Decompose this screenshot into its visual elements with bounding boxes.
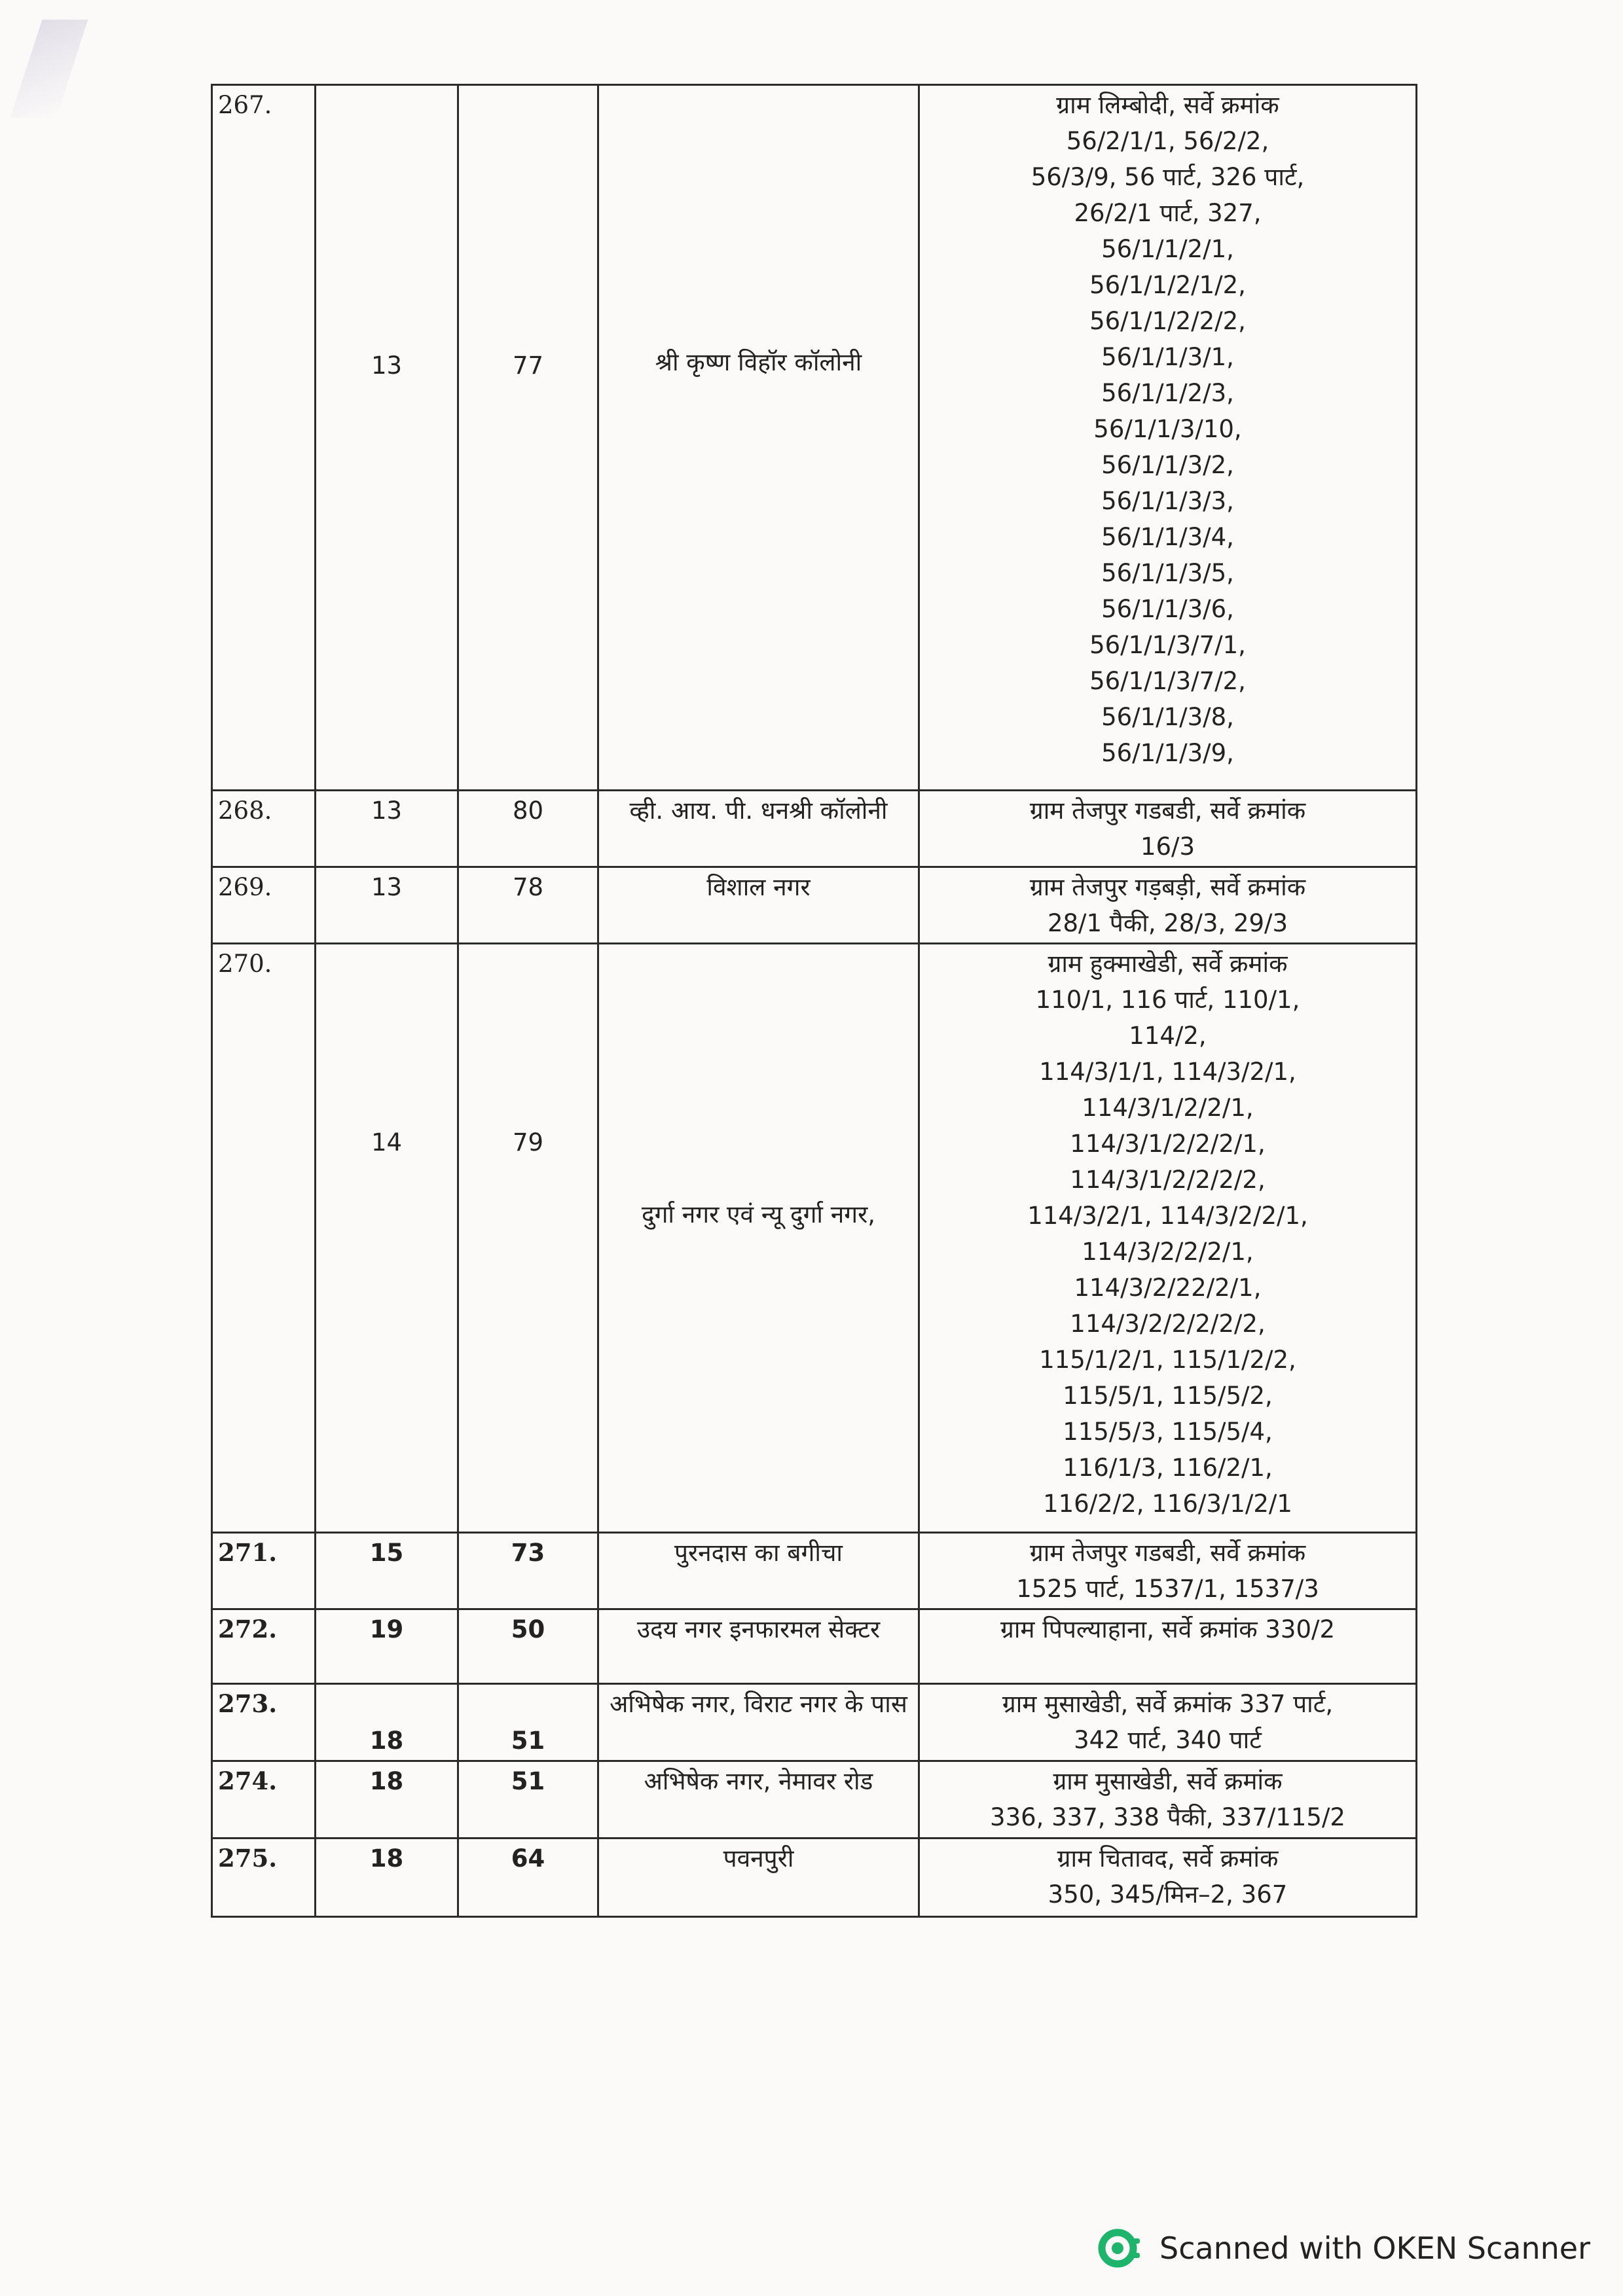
survey-line: 28/1 पैकी, 28/3, 29/3 [1047, 909, 1288, 937]
scan-edge-mark [10, 20, 88, 118]
serial-number: 273. [212, 1684, 316, 1761]
table-row [212, 1839, 1417, 1917]
survey-line: 56/1/1/2/2/2, [1089, 307, 1246, 335]
serial-number: 271. [212, 1533, 316, 1609]
survey-line: 114/3/1/2/2/1, [1082, 1094, 1254, 1122]
survey-details [919, 1609, 1417, 1684]
survey-line: ग्राम तेजपुर गडबडी, सर्वे क्रमांक [1029, 797, 1306, 825]
survey-line: ग्राम हुक्माखेडी, सर्वे क्रमांक [1048, 950, 1288, 978]
survey-line: 115/5/3, 115/5/4, [1063, 1418, 1273, 1446]
survey-line: 114/2, [1129, 1022, 1207, 1050]
colony-name: विशाल नगर [598, 867, 919, 944]
survey-line: 56/1/1/3/3, [1101, 487, 1234, 515]
survey-line: 110/1, 116 पार्ट, 110/1, [1035, 986, 1300, 1014]
colony-name: उदय नगर इनफारमल सेक्टर [598, 1609, 919, 1684]
colony-name: दुर्गा नगर एवं न्यू दुर्गा नगर, [598, 944, 919, 1533]
colony-name: अभिषेक नगर, नेमावर रोड [598, 1761, 919, 1839]
colony-number: 51 [458, 1761, 598, 1839]
survey-line: 342 पार्ट, 340 पार्ट [1074, 1726, 1262, 1754]
colony-name: व्ही. आय. पी. धनश्री कॉलोनी [598, 791, 919, 867]
survey-line: 114/3/1/2/2/2/2, [1070, 1166, 1266, 1194]
survey-line: 114/3/2/22/2/1, [1074, 1274, 1262, 1302]
survey-line: 56/1/1/3/4, [1101, 523, 1234, 551]
survey-details [919, 85, 1417, 791]
colony-number: 79 [458, 944, 598, 1533]
colony-name: अभिषेक नगर, विराट नगर के पास [598, 1684, 919, 1761]
survey-line: 56/3/9, 56 पार्ट, 326 पार्ट, [1030, 163, 1305, 191]
survey-line: 56/1/1/3/7/1, [1089, 631, 1246, 659]
colony-name: पवनपुरी [598, 1839, 919, 1917]
survey-details [919, 1761, 1417, 1839]
survey-line: 114/3/2/1, 114/3/2/2/1, [1027, 1202, 1308, 1230]
survey-line: ग्राम तेजपुर गडबडी, सर्वे क्रमांक [1029, 1539, 1306, 1567]
survey-line: 56/1/1/2/1, [1101, 235, 1234, 263]
serial-number: 272. [212, 1609, 316, 1684]
colony-survey-table [211, 84, 1417, 1918]
survey-line: 336, 337, 338 पैकी, 337/115/2 [990, 1803, 1345, 1831]
colony-number: 50 [458, 1609, 598, 1684]
survey-line: 56/1/1/3/6, [1101, 595, 1234, 623]
survey-line: ग्राम तेजपुर गड़बड़ी, सर्वे क्रमांक [1029, 873, 1306, 901]
survey-details [919, 791, 1417, 867]
survey-line: 56/1/1/3/5, [1101, 559, 1234, 587]
colony-number: 64 [458, 1839, 598, 1917]
survey-line: 114/3/1/2/2/2/1, [1070, 1130, 1266, 1158]
table-row [212, 867, 1417, 944]
survey-line: ग्राम मुसाखेडी, सर्वे क्रमांक [1053, 1767, 1283, 1795]
ward-number: 13 [316, 791, 458, 867]
colony-name: श्री कृष्ण विहॉर कॉलोनी [598, 85, 919, 791]
table-row [212, 1533, 1417, 1609]
survey-details [919, 1839, 1417, 1917]
survey-line: 350, 345/मिन–2, 367 [1048, 1880, 1288, 1909]
survey-line: 16/3 [1140, 833, 1195, 861]
ward-number: 18 [316, 1761, 458, 1839]
survey-line: ग्राम पिपल्याहाना, सर्वे क्रमांक 330/2 [1000, 1615, 1336, 1643]
ward-number: 14 [316, 944, 458, 1533]
oken-scanner-logo-icon [1095, 2225, 1141, 2271]
survey-line: 114/3/1/1, 114/3/2/1, [1039, 1058, 1296, 1086]
scanner-watermark [1095, 2225, 1590, 2271]
ward-number: 13 [316, 867, 458, 944]
survey-line: 114/3/2/2/2/1, [1082, 1238, 1254, 1266]
serial-number: 268. [212, 791, 316, 867]
colony-number: 80 [458, 791, 598, 867]
survey-line: 115/5/1, 115/5/2, [1063, 1382, 1273, 1410]
ward-number: 15 [316, 1533, 458, 1609]
survey-line: 116/2/2, 116/3/1/2/1 [1043, 1490, 1292, 1518]
table-row [212, 1684, 1417, 1761]
colony-number: 73 [458, 1533, 598, 1609]
scanner-watermark-text: Scanned with OKEN Scanner [1159, 2231, 1590, 2266]
survey-details [919, 944, 1417, 1533]
serial-number: 274. [212, 1761, 316, 1839]
table-row [212, 944, 1417, 1533]
survey-line: 56/2/1/1, 56/2/2, [1066, 127, 1269, 155]
table-row [212, 791, 1417, 867]
serial-number: 267. [212, 85, 316, 791]
survey-line: ग्राम लिम्बोदी, सर्वे क्रमांक [1056, 91, 1279, 119]
serial-number: 269. [212, 867, 316, 944]
ward-number: 18 [316, 1839, 458, 1917]
colony-number: 78 [458, 867, 598, 944]
survey-line: 56/1/1/2/1/2, [1089, 271, 1246, 299]
survey-line: 1525 पार्ट, 1537/1, 1537/3 [1016, 1575, 1319, 1603]
colony-number: 77 [458, 85, 598, 791]
survey-line: 56/1/1/2/3, [1101, 379, 1234, 407]
survey-line: 56/1/1/3/1, [1101, 343, 1234, 371]
table-row [212, 1609, 1417, 1684]
ward-number: 18 [316, 1684, 458, 1761]
survey-details [919, 1533, 1417, 1609]
table-row [212, 85, 1417, 791]
survey-line: 116/1/3, 116/2/1, [1063, 1454, 1273, 1482]
survey-line: 56/1/1/3/9, [1101, 739, 1234, 767]
survey-line: 56/1/1/3/7/2, [1089, 667, 1246, 695]
survey-line: 56/1/1/3/8, [1101, 703, 1234, 731]
survey-line: 114/3/2/2/2/2/2, [1070, 1310, 1266, 1338]
serial-number: 275. [212, 1839, 316, 1917]
survey-details [919, 1684, 1417, 1761]
ward-number: 13 [316, 85, 458, 791]
survey-details [919, 867, 1417, 944]
ward-number: 19 [316, 1609, 458, 1684]
table-row [212, 1761, 1417, 1839]
survey-line: 115/1/2/1, 115/1/2/2, [1039, 1346, 1296, 1374]
survey-line: ग्राम चितावद, सर्वे क्रमांक [1057, 1844, 1279, 1873]
survey-line: 56/1/1/3/2, [1101, 451, 1234, 479]
survey-line: ग्राम मुसाखेडी, सर्वे क्रमांक 337 पार्ट, [1002, 1690, 1334, 1718]
serial-number: 270. [212, 944, 316, 1533]
survey-line: 56/1/1/3/10, [1093, 415, 1242, 443]
survey-line: 26/2/1 पार्ट, 327, [1074, 199, 1262, 227]
colony-number: 51 [458, 1684, 598, 1761]
colony-name: पुरनदास का बगीचा [598, 1533, 919, 1609]
